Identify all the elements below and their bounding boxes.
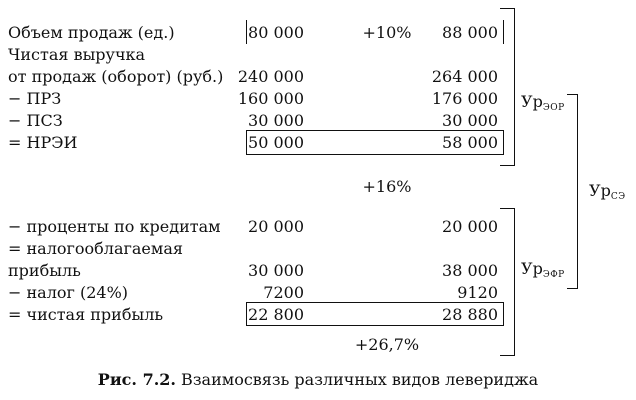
column-rule xyxy=(246,20,247,44)
value-base: 30 000 xyxy=(248,261,304,280)
value-base: 30 000 xyxy=(248,111,304,130)
result-box-bottom xyxy=(246,325,504,326)
change-percent: +26,7% xyxy=(354,335,420,354)
figure-caption: Рис. 7.2. Взаимосвязь различных видов левериджа xyxy=(97,370,539,389)
value-base: 22 800 xyxy=(248,305,304,324)
operating-leverage-bracket xyxy=(500,8,515,166)
row-label: прибыль xyxy=(8,261,81,280)
value-base: 50 000 xyxy=(248,133,304,152)
value-base: 160 000 xyxy=(237,89,304,108)
value-new: 30 000 xyxy=(442,111,498,130)
row-label: − ПРЗ xyxy=(8,89,62,108)
result-underline xyxy=(246,130,504,131)
row-label: Объем продаж (ед.) xyxy=(8,23,175,42)
column-rule xyxy=(246,302,247,326)
change-percent: +10% xyxy=(362,23,412,42)
row-label: − налог (24%) xyxy=(8,283,129,302)
result-underline xyxy=(246,302,504,303)
value-base: 240 000 xyxy=(237,67,304,86)
row-label: Чистая выручка xyxy=(8,45,146,64)
value-base: 80 000 xyxy=(248,23,304,42)
row-label: от продаж (оборот) (руб.) xyxy=(8,67,224,86)
row-label: = чистая прибыль xyxy=(8,305,164,324)
financial-leverage-label: $Ур_{ЭФР}$ xyxy=(521,259,565,280)
combined-leverage-label: $Ур_{СЭ}$ xyxy=(589,181,626,202)
value-new: 20 000 xyxy=(442,217,498,236)
row-label: = НРЭИ xyxy=(8,133,78,152)
value-base: 7200 xyxy=(263,283,304,302)
value-new: 58 000 xyxy=(442,133,498,152)
value-new: 264 000 xyxy=(431,67,498,86)
value-new: 9120 xyxy=(457,283,498,302)
value-new: 88 000 xyxy=(442,23,498,42)
operating-leverage-label: $Ур_{ЭОР}$ xyxy=(521,92,565,113)
row-label: − ПСЗ xyxy=(8,111,63,130)
result-box-bottom xyxy=(246,154,504,155)
value-new: 176 000 xyxy=(431,89,498,108)
change-percent: +16% xyxy=(362,177,412,196)
row-label: = налогооблагаемая xyxy=(8,239,183,258)
value-base: 20 000 xyxy=(248,217,304,236)
row-label: − проценты по кредитам xyxy=(8,217,221,236)
value-new: 28 880 xyxy=(442,305,498,324)
combined-leverage-bracket xyxy=(567,94,578,289)
value-new: 38 000 xyxy=(442,261,498,280)
column-rule xyxy=(246,130,247,155)
financial-leverage-bracket xyxy=(500,208,515,356)
